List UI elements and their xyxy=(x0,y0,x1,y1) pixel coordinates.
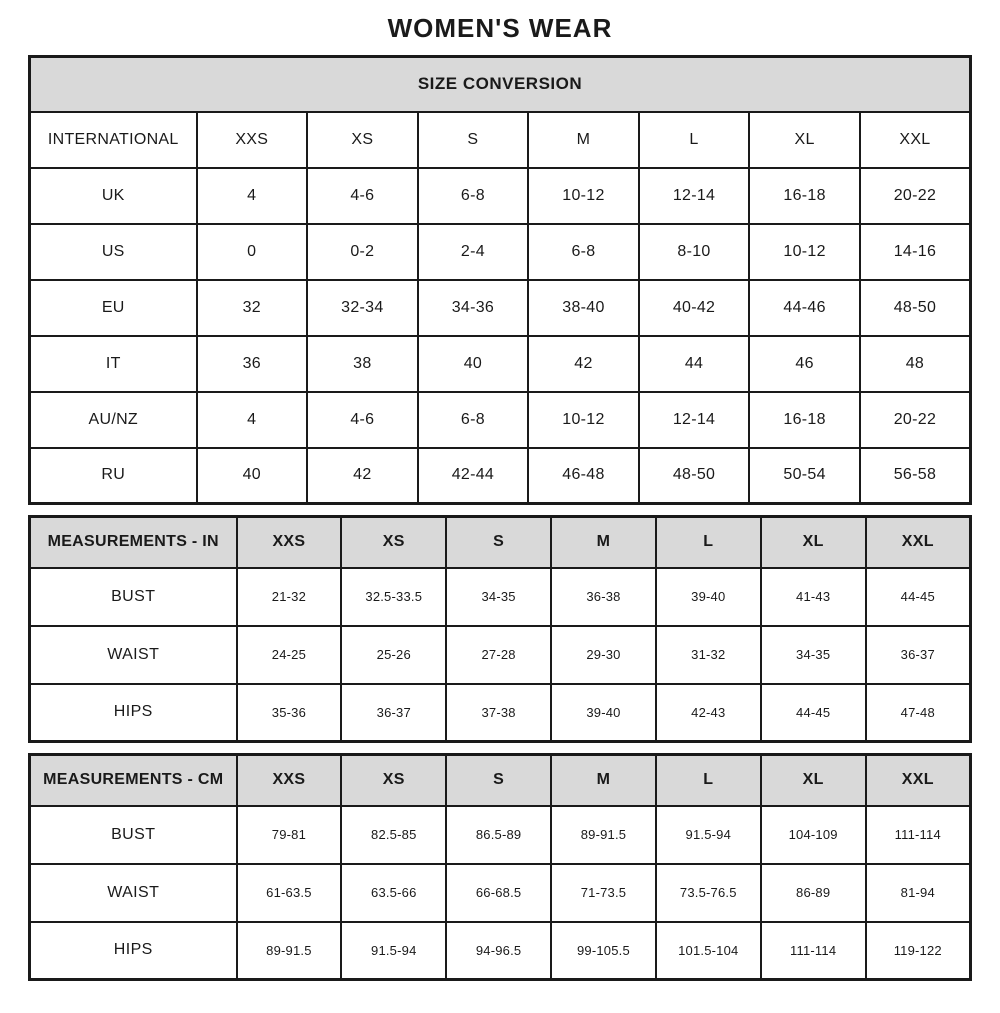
row-label: IT xyxy=(30,336,197,392)
value-cell: 32 xyxy=(197,280,308,336)
value-cell: 36-37 xyxy=(341,684,446,742)
value-cell: 42-43 xyxy=(656,684,761,742)
value-cell: 16-18 xyxy=(749,168,860,224)
value-cell: 86.5-89 xyxy=(446,806,551,864)
value-cell: 44 xyxy=(639,336,750,392)
value-cell: 81-94 xyxy=(866,864,971,922)
row-label: WAIST xyxy=(30,864,237,922)
value-cell: 91.5-94 xyxy=(656,806,761,864)
value-cell: 29-30 xyxy=(551,626,656,684)
value-cell: 104-109 xyxy=(761,806,866,864)
value-cell: 10-12 xyxy=(749,224,860,280)
value-cell: 94-96.5 xyxy=(446,922,551,980)
value-cell: 32-34 xyxy=(307,280,418,336)
value-cell: 46 xyxy=(749,336,860,392)
size-header-cell: XXL xyxy=(860,112,971,168)
value-cell: 40-42 xyxy=(639,280,750,336)
value-cell: 41-43 xyxy=(761,568,866,626)
row-label: WAIST xyxy=(30,626,237,684)
value-cell: 25-26 xyxy=(341,626,446,684)
value-cell: 111-114 xyxy=(761,922,866,980)
size-header-cell: S xyxy=(418,112,529,168)
value-cell: 34-36 xyxy=(418,280,529,336)
value-cell: 6-8 xyxy=(418,392,529,448)
value-cell: 101.5-104 xyxy=(656,922,761,980)
row-label: EU xyxy=(30,280,197,336)
value-cell: 91.5-94 xyxy=(341,922,446,980)
measurements-cm-header-row xyxy=(30,755,971,806)
value-cell: 35-36 xyxy=(237,684,342,742)
value-cell: 34-35 xyxy=(761,626,866,684)
table-row xyxy=(30,280,971,336)
value-cell: 10-12 xyxy=(528,168,639,224)
size-header-cell: XL xyxy=(761,517,866,568)
size-conversion-title: SIZE CONVERSION xyxy=(30,57,971,112)
value-cell: 50-54 xyxy=(749,448,860,504)
size-conversion-body xyxy=(30,168,971,504)
table-row xyxy=(30,626,971,684)
value-cell: 63.5-66 xyxy=(341,864,446,922)
value-cell: 32.5-33.5 xyxy=(341,568,446,626)
size-conversion-table xyxy=(28,55,972,505)
row-label: HIPS xyxy=(30,922,237,980)
value-cell: 4-6 xyxy=(307,392,418,448)
size-conversion-title-row xyxy=(30,57,971,112)
value-cell: 46-48 xyxy=(528,448,639,504)
value-cell: 40 xyxy=(418,336,529,392)
row-label: US xyxy=(30,224,197,280)
measurements-in-table xyxy=(28,515,972,743)
value-cell: 86-89 xyxy=(761,864,866,922)
value-cell: 24-25 xyxy=(237,626,342,684)
size-header-cell: M xyxy=(528,112,639,168)
table-row xyxy=(30,922,971,980)
value-cell: 99-105.5 xyxy=(551,922,656,980)
measurements-in-body xyxy=(30,568,971,742)
value-cell: 20-22 xyxy=(860,168,971,224)
value-cell: 27-28 xyxy=(446,626,551,684)
size-header-cell: L xyxy=(639,112,750,168)
table-row xyxy=(30,448,971,504)
value-cell: 42-44 xyxy=(418,448,529,504)
table-row xyxy=(30,336,971,392)
value-cell: 111-114 xyxy=(866,806,971,864)
measurements-cm-table xyxy=(28,753,972,981)
size-header-cell: S xyxy=(446,755,551,806)
value-cell: 48-50 xyxy=(860,280,971,336)
value-cell: 48-50 xyxy=(639,448,750,504)
size-header-cell: M xyxy=(551,517,656,568)
value-cell: 119-122 xyxy=(866,922,971,980)
value-cell: 44-45 xyxy=(866,568,971,626)
value-cell: 61-63.5 xyxy=(237,864,342,922)
value-cell: 12-14 xyxy=(639,168,750,224)
value-cell: 89-91.5 xyxy=(551,806,656,864)
row-label: BUST xyxy=(30,806,237,864)
size-header-cell: S xyxy=(446,517,551,568)
size-header-cell: XL xyxy=(761,755,866,806)
value-cell: 44-45 xyxy=(761,684,866,742)
value-cell: 8-10 xyxy=(639,224,750,280)
row-label: AU/NZ xyxy=(30,392,197,448)
table-row xyxy=(30,568,971,626)
value-cell: 12-14 xyxy=(639,392,750,448)
size-header-cell: XS xyxy=(307,112,418,168)
measurements-in-title: MEASUREMENTS - IN xyxy=(30,517,237,568)
value-cell: 42 xyxy=(307,448,418,504)
value-cell: 38-40 xyxy=(528,280,639,336)
value-cell: 2-4 xyxy=(418,224,529,280)
value-cell: 42 xyxy=(528,336,639,392)
value-cell: 66-68.5 xyxy=(446,864,551,922)
value-cell: 36 xyxy=(197,336,308,392)
international-header-row xyxy=(30,112,971,168)
row-label: HIPS xyxy=(30,684,237,742)
value-cell: 21-32 xyxy=(237,568,342,626)
value-cell: 16-18 xyxy=(749,392,860,448)
measurements-cm-body xyxy=(30,806,971,980)
value-cell: 10-12 xyxy=(528,392,639,448)
size-header-cell: XXL xyxy=(866,517,971,568)
size-header-cell: L xyxy=(656,755,761,806)
value-cell: 73.5-76.5 xyxy=(656,864,761,922)
measurements-in-header-row xyxy=(30,517,971,568)
size-header-cell: XXS xyxy=(197,112,308,168)
measurements-cm-title: MEASUREMENTS - CM xyxy=(30,755,237,806)
value-cell: 4-6 xyxy=(307,168,418,224)
value-cell: 4 xyxy=(197,392,308,448)
value-cell: 36-38 xyxy=(551,568,656,626)
table-row xyxy=(30,224,971,280)
size-chart-page xyxy=(0,13,1000,981)
table-row xyxy=(30,168,971,224)
size-header-cell: XS xyxy=(341,517,446,568)
value-cell: 40 xyxy=(197,448,308,504)
value-cell: 0-2 xyxy=(307,224,418,280)
value-cell: 71-73.5 xyxy=(551,864,656,922)
value-cell: 37-38 xyxy=(446,684,551,742)
page-title: WOMEN'S WEAR xyxy=(387,13,613,43)
size-header-cell: XL xyxy=(749,112,860,168)
size-header-cell: XXL xyxy=(866,755,971,806)
row-label: UK xyxy=(30,168,197,224)
value-cell: 6-8 xyxy=(418,168,529,224)
value-cell: 38 xyxy=(307,336,418,392)
value-cell: 39-40 xyxy=(551,684,656,742)
value-cell: 82.5-85 xyxy=(341,806,446,864)
row-label: BUST xyxy=(30,568,237,626)
size-header-cell: XXS xyxy=(237,755,342,806)
size-header-cell: L xyxy=(656,517,761,568)
table-row xyxy=(30,806,971,864)
value-cell: 39-40 xyxy=(656,568,761,626)
value-cell: 14-16 xyxy=(860,224,971,280)
value-cell: 44-46 xyxy=(749,280,860,336)
size-header-cell: M xyxy=(551,755,656,806)
value-cell: 6-8 xyxy=(528,224,639,280)
table-row xyxy=(30,392,971,448)
size-header-cell: XS xyxy=(341,755,446,806)
table-row xyxy=(30,684,971,742)
value-cell: 89-91.5 xyxy=(237,922,342,980)
row-label: RU xyxy=(30,448,197,504)
value-cell: 20-22 xyxy=(860,392,971,448)
value-cell: 48 xyxy=(860,336,971,392)
value-cell: 31-32 xyxy=(656,626,761,684)
value-cell: 4 xyxy=(197,168,308,224)
row-label-international: INTERNATIONAL xyxy=(30,112,197,168)
value-cell: 79-81 xyxy=(237,806,342,864)
value-cell: 34-35 xyxy=(446,568,551,626)
value-cell: 47-48 xyxy=(866,684,971,742)
value-cell: 56-58 xyxy=(860,448,971,504)
table-row xyxy=(30,864,971,922)
value-cell: 0 xyxy=(197,224,308,280)
value-cell: 36-37 xyxy=(866,626,971,684)
size-header-cell: XXS xyxy=(237,517,342,568)
